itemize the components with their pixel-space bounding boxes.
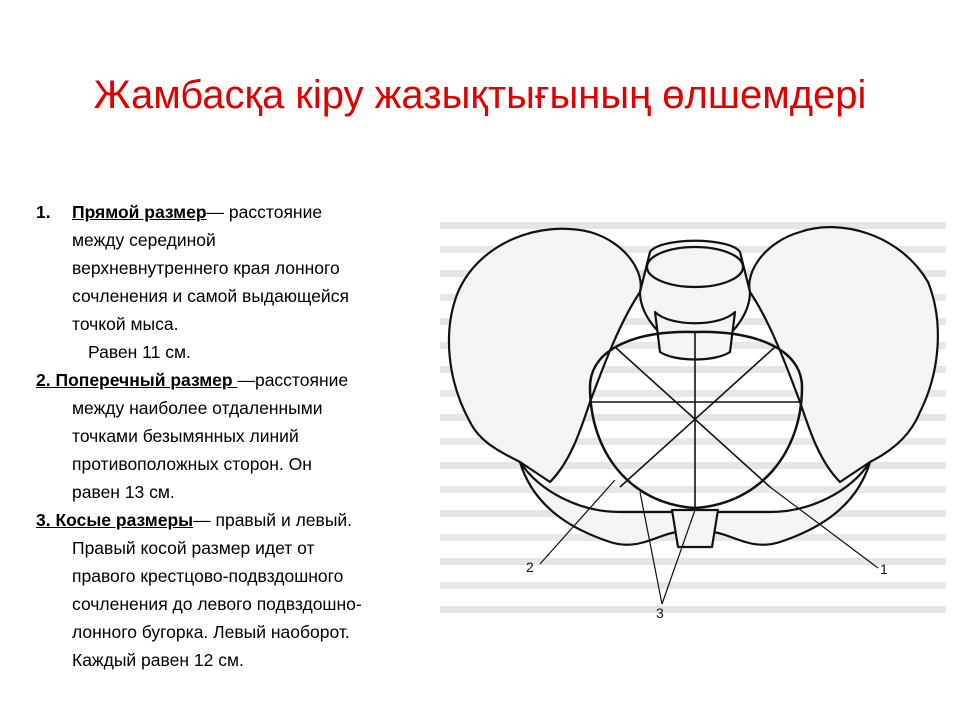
item-line: сочленения до левого подвздошно- <box>72 594 362 614</box>
definitions-list <box>36 198 454 674</box>
item-term: Косые размеры <box>55 510 194 530</box>
slide-title: Жамбасқа кіру жазықтығының өлшемдері <box>93 73 867 117</box>
item-dash: — <box>237 370 255 390</box>
item-line: противоположных сторон. Он <box>72 454 312 474</box>
item-line: расстояние <box>228 202 323 222</box>
item-number: 1. <box>36 202 51 222</box>
item-term: Прямой размер <box>72 202 207 222</box>
item-number: 3. <box>36 510 51 530</box>
item-term: Поперечный размер <box>55 370 238 390</box>
definition-item-3 <box>36 506 454 674</box>
item-dash: — <box>206 202 229 222</box>
item-dash: — <box>193 510 216 530</box>
definition-item-1 <box>36 198 454 366</box>
pelvis-bones <box>449 227 938 547</box>
item-line: лонного бугорка. Левый наоборот. <box>72 622 350 642</box>
item-line: между серединой <box>72 230 216 250</box>
item-line: сочленения и самой выдающейся <box>72 286 349 306</box>
item-line: Каждый равен 12 см. <box>72 650 244 670</box>
item-line: верхневнутреннего края лонного <box>72 258 340 278</box>
item-line: между наиболее отдаленными <box>72 398 323 418</box>
pelvis-diagram-icon <box>440 212 946 624</box>
diagram-label-1: 1 <box>880 561 888 577</box>
item-line: равен 13 см. <box>72 482 175 502</box>
item-line: точкой мыса. <box>72 314 179 334</box>
item-line: правый и левый. <box>215 510 353 530</box>
item-line: Правый косой размер идет от <box>72 538 315 558</box>
diagram-label-3: 3 <box>656 605 664 621</box>
definition-item-2 <box>36 366 454 506</box>
pelvis-diagram-figure <box>440 212 946 624</box>
item-value: Равен 11 см. <box>88 342 191 362</box>
item-line: расстояние <box>254 370 349 390</box>
diagram-label-2: 2 <box>526 559 534 575</box>
item-line: точками безымянных линий <box>72 426 299 446</box>
item-number: 2. <box>36 370 51 390</box>
item-line: правого крестцово-подвздошного <box>72 566 344 586</box>
